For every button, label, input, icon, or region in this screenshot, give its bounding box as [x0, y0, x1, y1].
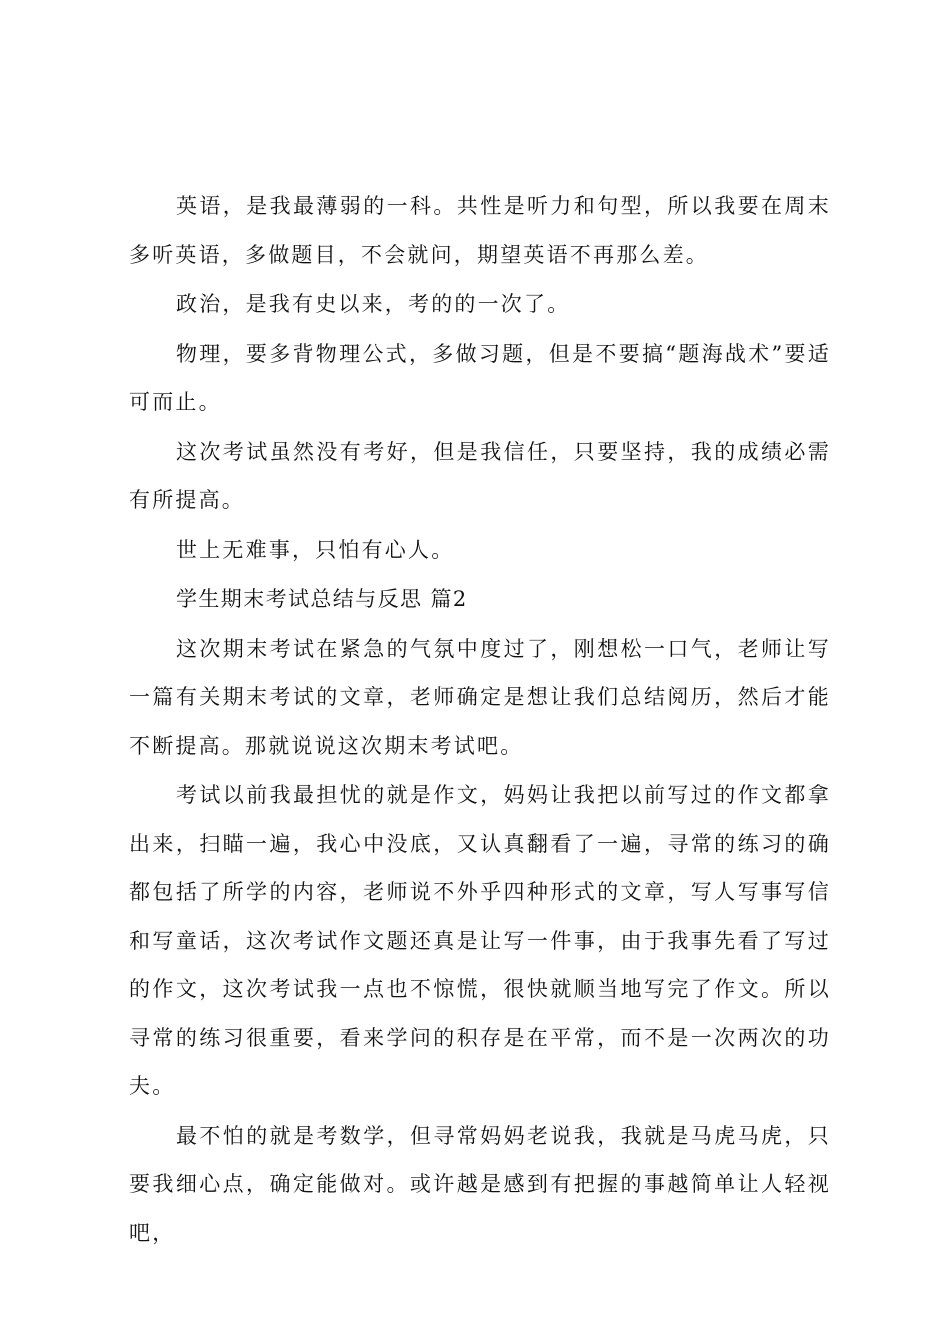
paragraph-confidence: 这次考试虽然没有考好，但是我信任，只要坚持，我的成绩必需有所提高。	[129, 439, 831, 512]
paragraph-intro: 这次期末考试在紧急的气氛中度过了，刚想松一口气，老师让写一篇有关期末考试的文章，老师确定是想让我们总结阅历，然后才能不断提高。那就说说这次期末考试吧。	[129, 636, 831, 758]
paragraph-proverb: 世上无难事，只怕有心人。	[176, 537, 455, 562]
paragraph-politics: 政治，是我有史以来，考的的一次了。	[176, 292, 571, 316]
paragraph-physics: 物理，要多背物理公式，多做习题，但是不要搞“题海战术”要适可而止。	[129, 341, 831, 414]
paragraph-math: 最不怕的就是考数学，但寻常妈妈老说我，我就是马虎马虎，只要我细心点，确定能做对。或许越是感到有把握的事越简单让人轻视吧，	[129, 1123, 831, 1245]
document-body	[129, 182, 831, 1258]
paragraph-english: 英语，是我最薄弱的一科。共性是听力和句型，所以我要在周末多听英语，多做题目，不会就问，期望英语不再那么差。	[129, 194, 831, 267]
paragraph-composition: 考试以前我最担忧的就是作文，妈妈让我把以前写过的作文都拿出来，扫瞄一遍，我心中没底，又认真翻看了一遍，寻常的练习的确都包括了所学的内容，老师说不外乎四种形式的文章，写人写事写信和写童话，这次考试作文题还真是让写一件事，由于我事先看了写过的作文，这次考试我一点也不惊慌，很快就顺当地写完了作文。所以寻常的练习很重要，看来学问的积存是在平常，而不是一次两次的功夫。	[129, 783, 831, 1098]
section-heading: 学生期末考试总结与反思 篇2	[176, 587, 468, 611]
